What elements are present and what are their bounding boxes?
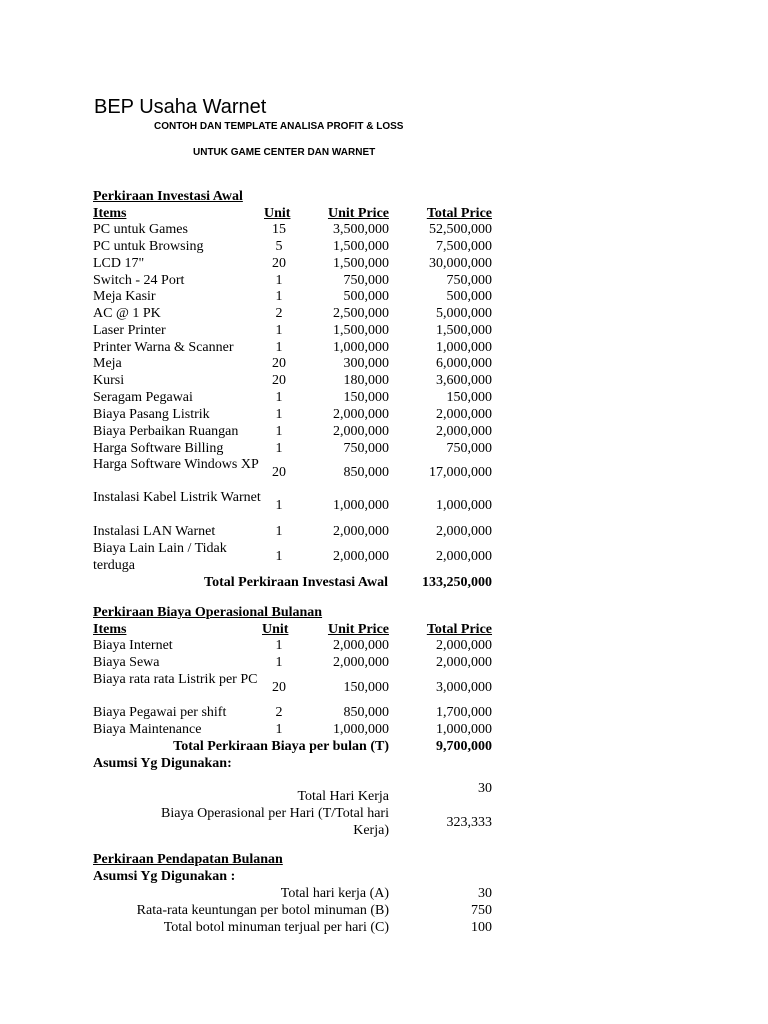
- item-unit-price: 180,000: [343, 373, 389, 388]
- pendapatan-value: 30: [478, 886, 492, 901]
- pendapatan-label: Total hari kerja (A): [280, 886, 389, 901]
- investasi-table-row: [0, 323, 768, 340]
- item-unit: 1: [275, 655, 283, 670]
- item-unit-price: 1,500,000: [333, 239, 389, 254]
- investasi-table-row: [0, 407, 768, 424]
- pendapatan-row: [0, 920, 768, 937]
- item-unit-price: 150,000: [343, 390, 389, 405]
- item-total-price: 1,700,000: [436, 705, 492, 720]
- item-name: Biaya rata rata Listrik per PC: [93, 672, 258, 687]
- operasional-total-row: [0, 739, 768, 756]
- item-total-price: 2,000,000: [436, 524, 492, 539]
- header-unit: Unit: [262, 622, 289, 637]
- item-unit: 20: [272, 356, 286, 371]
- pendapatan-label: Rata-rata keuntungan per botol minuman (B): [136, 903, 389, 918]
- pendapatan-label: Total botol minuman terjual per hari (C): [163, 920, 389, 935]
- item-name: Biaya Lain Lain / Tidak terduga: [93, 541, 227, 573]
- investasi-total-row: [0, 575, 768, 592]
- item-total-price: 2,000,000: [436, 407, 492, 422]
- item-unit-price: 1,500,000: [333, 323, 389, 338]
- item-unit: 1: [275, 722, 283, 737]
- item-unit: 5: [275, 239, 283, 254]
- item-unit-price: 2,000,000: [333, 638, 389, 653]
- investasi-table-row: [0, 457, 768, 490]
- investasi-table-row: [0, 373, 768, 390]
- operasional-table-row: [0, 705, 768, 722]
- item-name: Biaya Maintenance: [93, 722, 202, 737]
- item-unit: 1: [275, 424, 283, 439]
- biaya-per-hari-label-line1: Biaya Operasional per Hari (T/Total hari: [161, 806, 389, 821]
- pendapatan-row: [0, 886, 768, 903]
- item-total-price: 52,500,000: [429, 222, 492, 237]
- item-unit: 1: [275, 273, 283, 288]
- item-name: PC untuk Browsing: [93, 239, 204, 254]
- subtitle-game-center: UNTUK GAME CENTER DAN WARNET: [193, 147, 376, 158]
- item-name: Biaya Pegawai per shift: [93, 705, 227, 720]
- item-total-price: 1,500,000: [436, 323, 492, 338]
- item-unit-price: 2,000,000: [333, 655, 389, 670]
- item-unit: 1: [275, 549, 283, 564]
- item-unit: 1: [275, 289, 283, 304]
- investasi-heading: Perkiraan Investasi Awal: [93, 189, 243, 204]
- item-unit-price: 1,000,000: [333, 340, 389, 355]
- investasi-table-header: [0, 206, 768, 223]
- item-unit-price: 1,000,000: [333, 498, 389, 513]
- investasi-table-row: [0, 441, 768, 458]
- item-total-price: 2,000,000: [436, 424, 492, 439]
- item-unit-price: 150,000: [343, 680, 389, 695]
- hari-kerja-value: 30: [478, 781, 492, 796]
- item-total-price: 2,000,000: [436, 638, 492, 653]
- item-total-price: 500,000: [446, 289, 492, 304]
- investasi-table-row: [0, 306, 768, 323]
- item-name: Seragam Pegawai: [93, 390, 193, 405]
- item-total-price: 30,000,000: [429, 256, 492, 271]
- investasi-table-row: [0, 340, 768, 357]
- item-total-price: 1,000,000: [436, 498, 492, 513]
- operasional-table-header: [0, 622, 768, 639]
- item-unit-price: 1,000,000: [333, 722, 389, 737]
- item-unit: 1: [275, 407, 283, 422]
- header-unit-price: Unit Price: [327, 622, 389, 637]
- item-name: LCD 17": [93, 256, 145, 271]
- biaya-per-hari-row: [0, 806, 768, 840]
- item-unit-price: 2,000,000: [333, 549, 389, 564]
- item-name: Instalasi LAN Warnet: [93, 524, 216, 539]
- item-name: Instalasi Kabel Listrik Warnet: [93, 490, 261, 505]
- operasional-total-value: 9,700,000: [436, 739, 492, 754]
- operasional-table-row: [0, 672, 768, 705]
- item-name: Harga Software Billing: [93, 441, 224, 456]
- item-unit-price: 300,000: [343, 356, 389, 371]
- item-name: AC @ 1 PK: [93, 306, 161, 321]
- item-unit-price: 2,000,000: [333, 524, 389, 539]
- item-name: Meja: [93, 356, 122, 371]
- item-unit: 20: [272, 680, 286, 695]
- header-total-price: Total Price: [426, 206, 492, 221]
- operasional-table-row: [0, 722, 768, 739]
- item-unit-price: 3,500,000: [333, 222, 389, 237]
- item-unit-price: 500,000: [343, 289, 389, 304]
- investasi-table-row: [0, 424, 768, 441]
- item-unit-price: 2,000,000: [333, 424, 389, 439]
- item-total-price: 17,000,000: [429, 465, 492, 480]
- item-unit-price: 850,000: [343, 705, 389, 720]
- investasi-table-row: [0, 390, 768, 407]
- investasi-table-row: [0, 490, 768, 523]
- item-unit-price: 850,000: [343, 465, 389, 480]
- item-unit-price: 2,000,000: [333, 407, 389, 422]
- header-items: Items: [93, 206, 127, 221]
- item-total-price: 1,000,000: [436, 340, 492, 355]
- header-total-price: Total Price: [426, 622, 492, 637]
- header-items: Items: [93, 622, 127, 637]
- item-total-price: 3,600,000: [436, 373, 492, 388]
- item-total-price: 150,000: [446, 390, 492, 405]
- investasi-table-row: [0, 239, 768, 256]
- item-total-price: 2,000,000: [436, 549, 492, 564]
- item-unit: 1: [275, 340, 283, 355]
- pendapatan-value: 750: [471, 903, 492, 918]
- investasi-table-row: [0, 222, 768, 239]
- operasional-table-row: [0, 638, 768, 655]
- item-unit: 1: [275, 638, 283, 653]
- item-name: Biaya Internet: [93, 638, 173, 653]
- item-total-price: 6,000,000: [436, 356, 492, 371]
- investasi-table-row: [0, 256, 768, 273]
- item-unit-price: 1,500,000: [333, 256, 389, 271]
- header-unit: Unit: [264, 206, 291, 221]
- biaya-per-hari-label-line2: Kerja): [353, 823, 389, 838]
- item-name: Biaya Perbaikan Ruangan: [93, 424, 239, 439]
- item-total-price: 2,000,000: [436, 655, 492, 670]
- item-unit: 1: [275, 390, 283, 405]
- item-name: Laser Printer: [93, 323, 166, 338]
- item-unit-price: 750,000: [343, 273, 389, 288]
- item-unit-price: 750,000: [343, 441, 389, 456]
- item-total-price: 750,000: [446, 441, 492, 456]
- item-total-price: 3,000,000: [436, 680, 492, 695]
- biaya-per-hari-value: 323,333: [446, 815, 492, 830]
- item-unit: 20: [272, 465, 286, 480]
- item-name: Switch - 24 Port: [93, 273, 185, 288]
- item-total-price: 5,000,000: [436, 306, 492, 321]
- investasi-total-label: Total Perkiraan Investasi Awal: [204, 575, 388, 590]
- item-unit: 1: [275, 323, 283, 338]
- item-unit: 1: [275, 524, 283, 539]
- item-total-price: 7,500,000: [436, 239, 492, 254]
- operasional-heading: Perkiraan Biaya Operasional Bulanan: [93, 605, 323, 620]
- item-unit: 1: [275, 441, 283, 456]
- investasi-table-row: [0, 289, 768, 306]
- item-name: Printer Warna & Scanner: [93, 340, 234, 355]
- item-name: PC untuk Games: [93, 222, 188, 237]
- pendapatan-value: 100: [471, 920, 492, 935]
- operasional-total-label: Total Perkiraan Biaya per bulan (T): [173, 739, 389, 754]
- investasi-table-row: [0, 273, 768, 290]
- header-unit-price: Unit Price: [327, 206, 389, 221]
- item-name: Biaya Pasang Listrik: [93, 407, 210, 422]
- investasi-table-row: [0, 356, 768, 373]
- item-unit: 20: [272, 373, 286, 388]
- item-name: Biaya Sewa: [93, 655, 160, 670]
- page-title: BEP Usaha Warnet: [94, 96, 267, 118]
- investasi-table-row: [0, 541, 768, 574]
- pendapatan-row: [0, 903, 768, 920]
- subtitle-profit-loss: CONTOH DAN TEMPLATE ANALISA PROFIT & LOSS: [154, 121, 404, 132]
- item-unit-price: 2,500,000: [333, 306, 389, 321]
- item-name: Meja Kasir: [93, 289, 156, 304]
- pendapatan-asumsi-label: Asumsi Yg Digunakan :: [93, 869, 236, 884]
- item-name: Harga Software Windows XP: [93, 457, 259, 472]
- item-unit: 15: [272, 222, 286, 237]
- pendapatan-heading: Perkiraan Pendapatan Bulanan: [93, 852, 283, 867]
- item-total-price: 750,000: [446, 273, 492, 288]
- operasional-asumsi-label: Asumsi Yg Digunakan:: [93, 756, 232, 771]
- item-total-price: 1,000,000: [436, 722, 492, 737]
- item-unit: 1: [275, 498, 283, 513]
- operasional-table-row: [0, 655, 768, 672]
- item-name: Kursi: [93, 373, 125, 388]
- investasi-table-row: [0, 524, 768, 541]
- item-unit: 2: [275, 705, 283, 720]
- item-unit: 2: [275, 306, 283, 321]
- hari-kerja-label: Total Hari Kerja: [297, 789, 389, 804]
- investasi-total-value: 133,250,000: [422, 575, 492, 590]
- item-unit: 20: [272, 256, 286, 271]
